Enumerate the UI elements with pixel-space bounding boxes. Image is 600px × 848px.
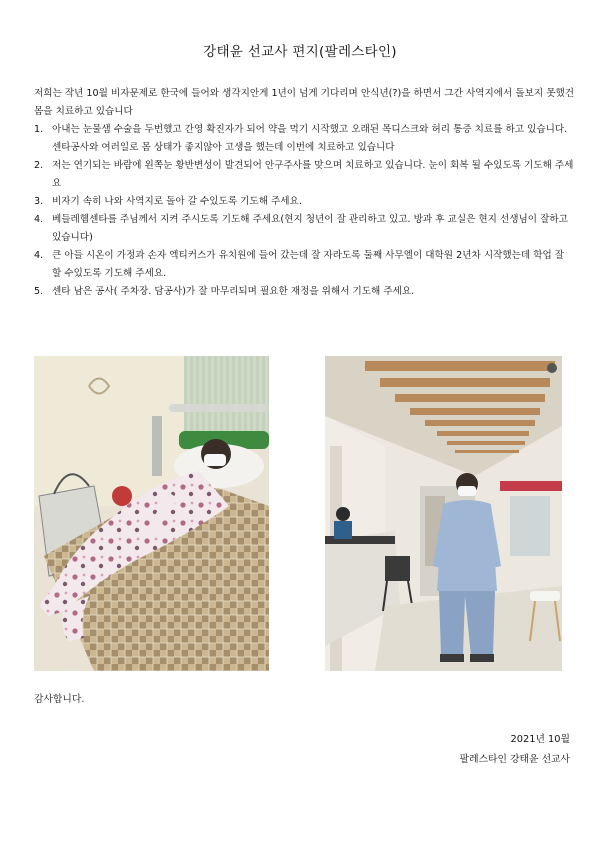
intro-paragraph: 저희는 작년 10월 비자문제로 한국에 들어와 생각지안게 1년이 넘게 기다리며 안식년(?)을 하면서 그간 사역지에서 돌보지 못했건 몸을 치료하고 있습니다 — [34, 88, 575, 117]
closing-text: 감사합니다. — [34, 694, 85, 705]
signature: 팔레스타인 강태윤 선교사 — [459, 754, 570, 765]
hallway-photo — [325, 356, 562, 671]
list-item: 3. 비자기 속히 나와 사역지로 돌아 갈 수있도록 기도해 주세요. — [34, 196, 302, 207]
list-item: 2. 저는 연기되는 바람에 왼쪽눈 황반변성이 발견되어 안구주사를 맞으며 치료하고 있습니다. 눈이 회복 될 수있도록 기도해 주세요 — [34, 160, 574, 189]
letter-date: 2021년 10월 — [510, 734, 570, 745]
prayer-list — [34, 121, 574, 301]
list-item: 5. 센타 남은 공사( 주차장. 담공사)가 잘 마무리되며 필요한 재정을 위해서 기도해 주세요. — [34, 286, 415, 297]
list-item: 4. 베들레헴센타를 주님께서 지켜 주시도록 기도해 주세요(현지 청년이 잘 관리하고 있고. 방과 후 교실은 현지 선생님이 잘하고 있습니다) — [34, 214, 568, 243]
page-title: 강태윤 선교사 편지(팔레스타인) — [203, 44, 397, 60]
letter-body — [34, 85, 574, 301]
hospital-bed-photo — [34, 356, 269, 671]
list-item: 1. 아내는 눈물샘 수술을 두번했고 간영 확진자가 되어 약을 먹기 시작했고 오래된 목디스크와 허리 통증 치료를 하고 있습니다. 센타공사와 여러일로 몸 상태가 좋지않아 고생을 했는데 이번에 치료하고 있습니다 — [34, 124, 568, 153]
list-item: 4. 큰 아들 시온이 가정과 손자 엑티커스가 유치원에 들어 갔는데 잘 자라도록 둘째 사무엘이 대학원 2년차 시작했는데 학업 잘 할 수있도록 기도해 주세요. — [34, 250, 565, 279]
